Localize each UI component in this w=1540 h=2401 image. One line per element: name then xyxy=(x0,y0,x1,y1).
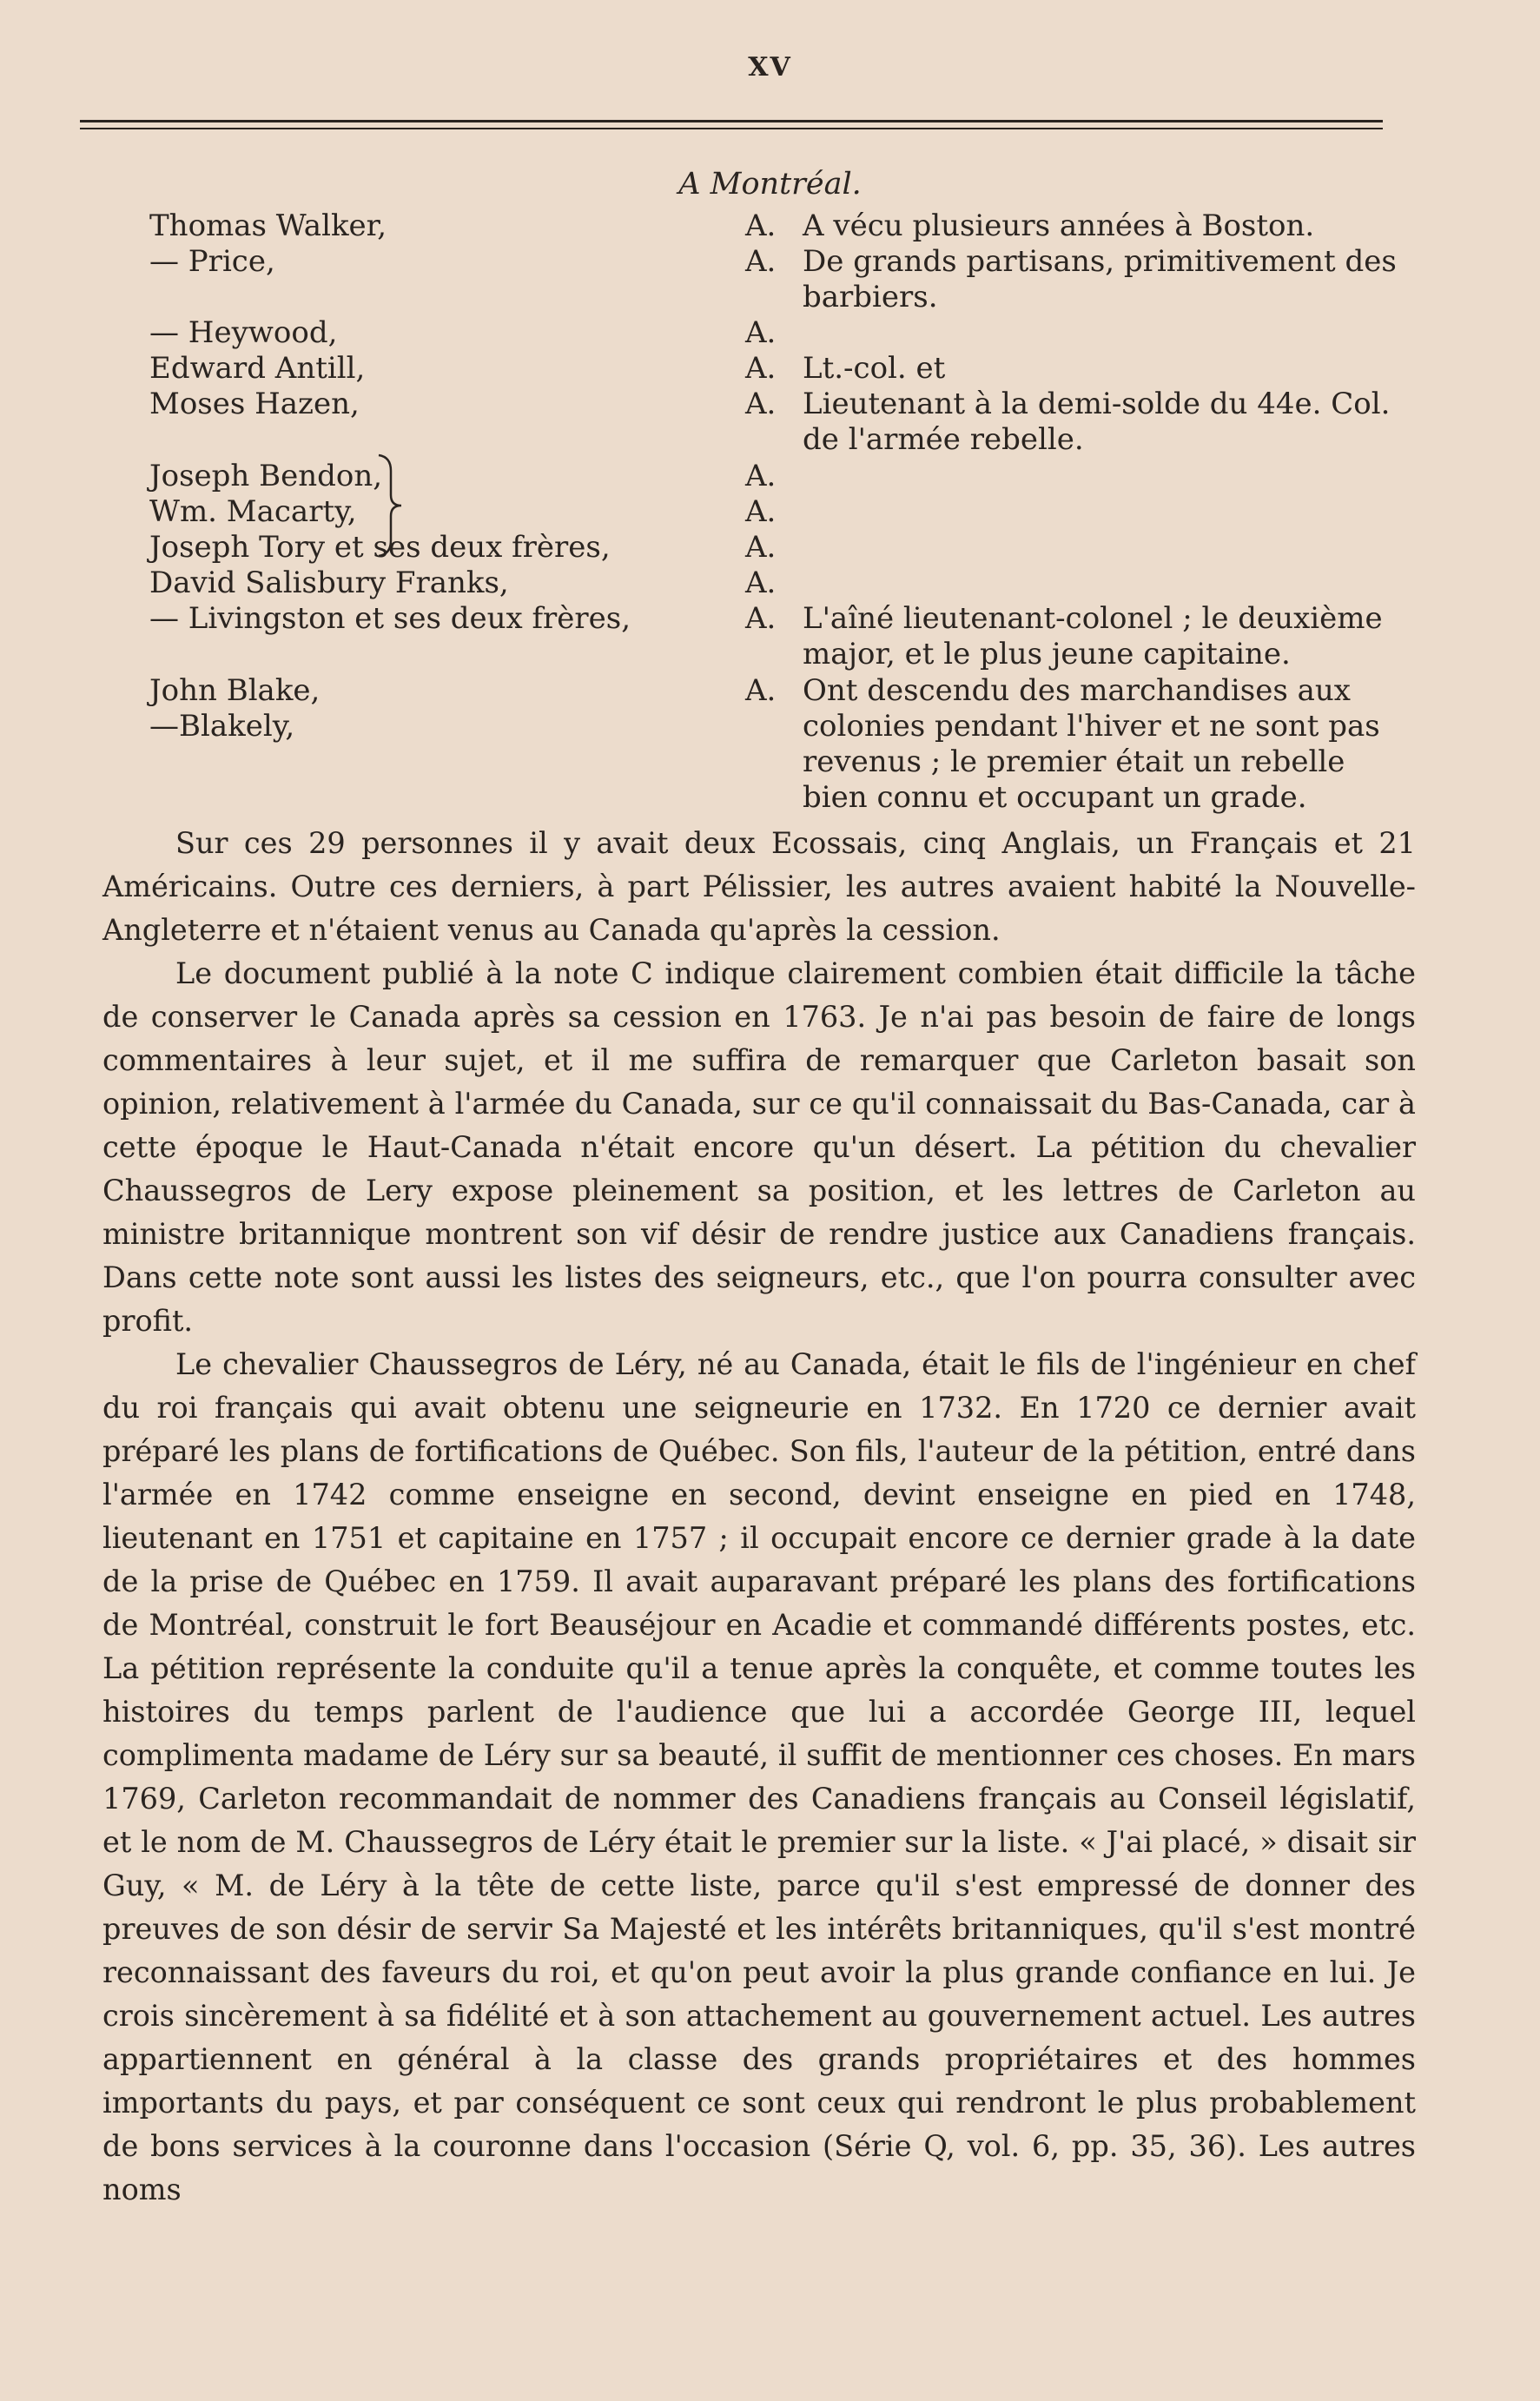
roster-remark: A vécu plusieurs années à Boston. xyxy=(803,208,1315,243)
place-heading: A Montréal. xyxy=(678,167,862,202)
roster-letter: A. xyxy=(745,494,777,529)
person-name: Moses Hazen, xyxy=(149,387,360,421)
roster-letter: A. xyxy=(745,673,777,708)
person-name: — Heywood, xyxy=(149,315,338,350)
person-name: John Blake, —Blakely, xyxy=(149,673,321,744)
roster-letter: A. xyxy=(745,315,777,350)
body-text xyxy=(102,822,1416,2212)
roster-letter: A. xyxy=(745,459,777,493)
roster-letter: A. xyxy=(745,530,777,565)
roster-letter: A. xyxy=(745,351,777,386)
person-name: — Price, xyxy=(149,244,275,279)
roster-letter: A. xyxy=(745,601,777,636)
roster-remark: Lt.-col. et xyxy=(803,351,946,386)
person-name: Wm. Macarty, xyxy=(149,494,357,529)
roster-letter: A. xyxy=(745,244,777,279)
paragraph: Sur ces 29 personnes il y avait deux Ecossais, cinq Anglais, un Français et 21 Américains. Outre ces derniers, à part Pélissier, les autres avaient habité la Nouvelle-Angleterre et n'étaient venus au Canada qu'après la cession. xyxy=(102,826,1416,947)
roster-remark: L'aîné lieutenant-colonel ; le deuxième major, et le plus jeune capitaine. xyxy=(803,601,1383,671)
paragraph: Le document publié à la note C indique clairement combien était difficile la tâche de conserver le Canada après sa cession en 1763. Je n'ai pas besoin de faire de longs commentaires à leur sujet, et il me suffira de remarquer que Carleton basait son opinion, relativement à l'armée du Canada, sur ce qu'il connaissait du Bas-Canada, car à cette époque le Haut-Canada n'était encore qu'un désert. La pétition du chevalier Chaussegros de Lery expose pleinement sa position, et les lettres de Carleton au ministre britannique montrent son vif désir de rendre justice aux Canadiens français. Dans cette note sont aussi les listes des seigneurs, etc., que l'on pourra consulter avec profit. xyxy=(102,956,1416,1338)
person-name: David Salisbury Franks, xyxy=(149,566,509,600)
roster-remark: Lieutenant à la demi-solde du 44e. Col. de l'armée rebelle. xyxy=(803,387,1391,457)
roster-remark: De grands partisans, primitivement des barbiers. xyxy=(803,244,1397,314)
brace-icon xyxy=(373,453,408,558)
roster-letter: A. xyxy=(745,208,777,243)
person-name: Joseph Tory et ses deux frères, xyxy=(149,530,611,565)
person-name: Joseph Bendon, xyxy=(149,459,383,493)
roster-remark: Ont descendu des marchandises aux colonies pendant l'hiver et ne sont pas revenus ; le premier était un rebelle bien connu et occupant un grade. xyxy=(803,673,1380,815)
person-name: — Livingston et ses deux frères, xyxy=(149,601,631,636)
header-rule-top xyxy=(80,120,1383,122)
page-number: XV xyxy=(748,52,792,83)
header-rule-bottom xyxy=(80,128,1383,129)
roster-letter: A. xyxy=(745,387,777,421)
roster-letter: A. xyxy=(745,566,777,600)
person-name: Thomas Walker, xyxy=(149,208,387,243)
person-name: Edward Antill, xyxy=(149,351,366,386)
paragraph: Le chevalier Chaussegros de Léry, né au Canada, était le fils de l'ingénieur en chef du roi français qui avait obtenu une seigneurie en 1732. En 1720 ce dernier avait préparé les plans de fortifications de Québec. Son fils, l'auteur de la pétition, entré dans l'armée en 1742 comme enseigne en second, devint enseigne en pied en 1748, lieutenant en 1751 et capitaine en 1757 ; il occupait encore ce dernier grade à la date de la prise de Québec en 1759. Il avait auparavant préparé les plans des fortifications de Montréal, construit le fort Beauséjour en Acadie et commandé différents postes, etc. La pétition représente la conduite qu'il a tenue après la conquête, et comme toutes les histoires du temps parlent de l'audience que lui a accordée George III, lequel complimenta madame de Léry sur sa beauté, il suffit de mentionner ces choses. En mars 1769, Carleton recommandait de nommer des Canadiens français au Conseil législatif, et le nom de M. Chaussegros de Léry était le premier sur la liste. « J'ai placé, » disait sir Guy, « M. de Léry à la tête de cette liste, parce qu'il s'est empressé de donner des preuves de son désir de servir Sa Majesté et les intérêts britanniques, qu'il s'est montré reconnaissant des faveurs du roi, et qu'on peut avoir la plus grande confiance en lui. Je crois sincèrement à sa fidélité et à son attachement au gouvernement actuel. Les autres appartiennent en général à la classe des grands propriétaires et des hommes importants du pays, et par conséquent ce sont ceux qui rendront le plus probablement de bons services à la couronne dans l'occasion (Série Q, vol. 6, pp. 35, 36). Les autres noms xyxy=(102,1347,1416,2206)
